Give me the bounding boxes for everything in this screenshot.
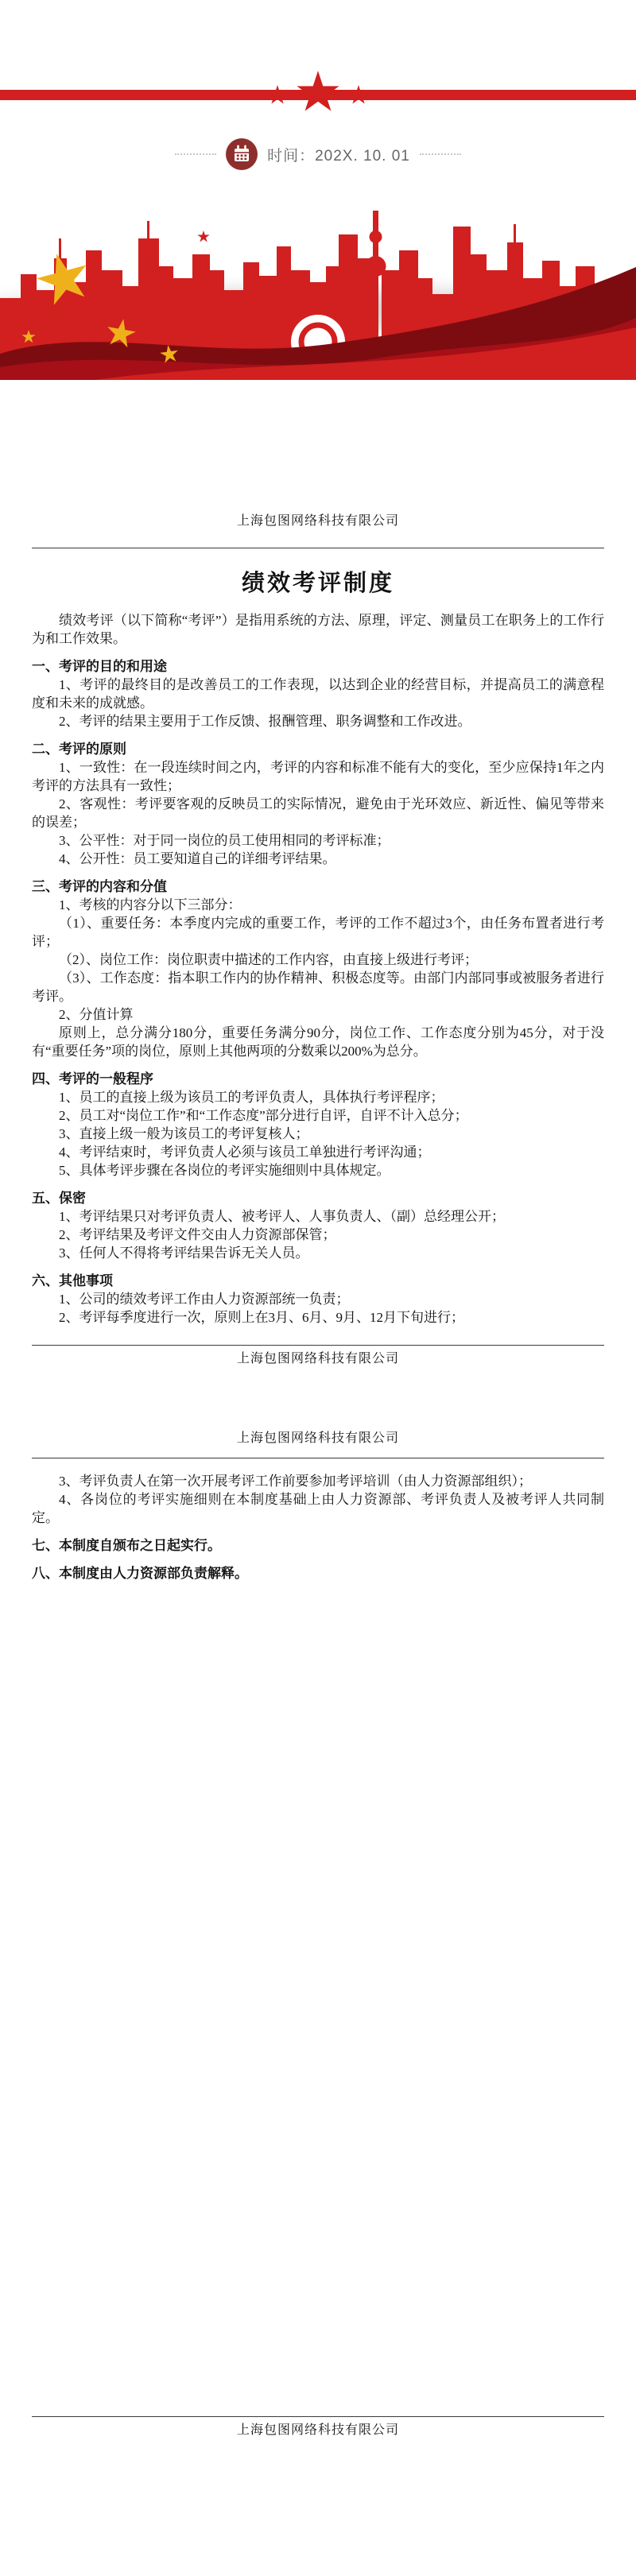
company-footer: 上海包图网络科技有限公司 [236,1352,399,1365]
red-star-small-icon [197,230,209,242]
section-4-heading: 四、考评的一般程序 [32,1071,153,1087]
paragraph: 2、员工对“岗位工作”和“工作态度”部分进行自评，自评不计入总分； [59,1108,468,1123]
paragraph: 2、考评每季度进行一次，原则上在3月、6月、9月、12月下旬进行； [59,1310,464,1325]
paragraph: （1）、重要任务：本季度内完成的重要工作，考评的工作不超过3个，由任务布置者进行考评； [32,916,604,949]
date-label: 时间：202X. 10. 01 [267,147,410,165]
page-2-footer [32,2416,604,2438]
paragraph: 1、员工的直接上级为该员工的考评负责人，具体执行考评程序； [59,1090,444,1105]
page-2 [32,1472,604,1582]
section-2-heading: 二、考评的原则 [32,742,126,757]
footer-rule [32,1345,604,1346]
page-2-header [32,1431,604,1458]
paragraph: 3、考评负责人在第一次开展考评工作前要参加考评培训（由人力资源部组织）； [59,1474,532,1489]
paragraph: 5、具体考评步骤在各岗位的考评实施细则中具体规定。 [59,1163,390,1178]
footer-rule [32,2416,604,2417]
paragraph: 2、考评结果及考评文件交由人力资源部保管； [59,1227,336,1242]
page-1 [32,513,604,1327]
paragraph: 3、直接上级一般为该员工的考评复核人； [59,1126,309,1141]
paragraph: （2）、岗位工作：岗位职责中描述的工作内容，由直接上级进行考评； [59,952,478,967]
paragraph: 原则上，总分满分180分，重要任务满分90分，岗位工作、工作态度分别为45分，对于没有“重要任务”项的岗位，原则上其他两项的分数乘以200%为总分。 [32,1025,604,1059]
city-skyline-banner [0,191,636,380]
date-row [0,138,636,170]
company-header: 上海包图网络科技有限公司 [236,514,399,528]
paragraph: 1、公司的绩效考评工作由人力资源部统一负责； [59,1292,350,1307]
document-title: 绩效考评制度 [241,571,394,596]
paragraph: 2、客观性：考评要客观的反映员工的实际情况，避免由于光环效应、新近性、偏见等带来的误差； [32,796,604,830]
paragraph: 1、考评的最终目的是改善员工的工作表现，以达到企业的经营目标，并提高员工的满意程度和未来的成就感。 [32,677,604,711]
company-header: 上海包图网络科技有限公司 [236,1431,399,1445]
paragraph: 4、各岗位的考评实施细则在本制度基础上由人力资源部、考评负责人及被考评人共同制定。 [32,1492,604,1525]
section-3-heading: 三、考评的内容和分值 [32,879,167,894]
page-1-footer [32,1345,604,1367]
closing-clause-7: 七、本制度自颁布之日起实行。 [32,1538,221,1553]
paragraph: 1、考评结果只对考评负责人、被考评人、人事负责人、（副）总经理公开； [59,1209,505,1224]
paragraph: 2、考评的结果主要用于工作反馈、报酬管理、职务调整和工作改进。 [59,714,471,729]
paragraph: 3、任何人不得将考评结果告诉无关人员。 [59,1245,309,1261]
closing-clause-8: 八、本制度由人力资源部负责解释。 [32,1566,248,1581]
intro-paragraph: 绩效考评（以下简称“考评”）是指用系统的方法、原理，评定、测量员工在职务上的工作行为和工作效果。 [32,613,604,646]
paragraph: 2、分值计算 [59,1007,134,1022]
section-6-heading: 六、其他事项 [32,1273,113,1288]
paragraph: （3）、工作态度：指本职工作内的协作精神、积极态度等。由部门内部同事或被服务者进行考评。 [32,970,604,1004]
paragraph: 1、考核的内容分以下三部分： [59,897,242,912]
section-5-heading: 五、保密 [32,1191,86,1206]
three-stars-ornament [0,68,636,119]
dotted-line-right [420,153,461,155]
dotted-line-left [175,153,216,155]
paragraph: 4、公开性：员工要知道自己的详细考评结果。 [59,851,336,866]
section-1-heading: 一、考评的目的和用途 [32,659,167,674]
paragraph: 3、公平性：对于同一岗位的员工使用相同的考评标准； [59,833,390,848]
paragraph: 4、考评结束时，考评负责人必须与该员工单独进行考评沟通； [59,1145,431,1160]
paragraph: 1、一致性：在一段连续时间之内，考评的内容和标准不能有大的变化，至少应保持1年之内考评的方法具有一致性； [32,760,604,793]
calendar-icon [226,138,258,170]
company-footer: 上海包图网络科技有限公司 [236,2423,399,2437]
